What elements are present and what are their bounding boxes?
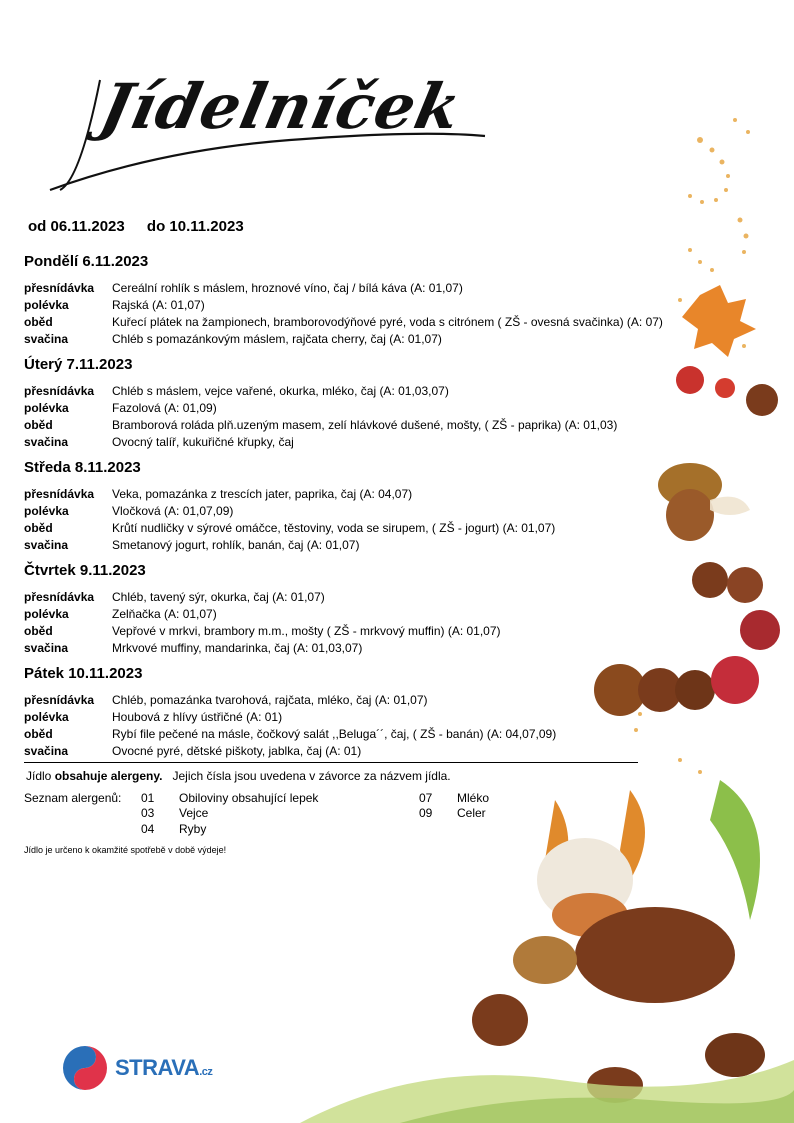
page-title: Jídelníček [94, 70, 468, 143]
meal-text: Houbová z hlívy ústřičné (A: 01) [112, 710, 283, 724]
day-title: Čtvrtek 9.11.2023 [24, 562, 146, 579]
day-title: Pátek 10.11.2023 [24, 665, 143, 682]
allergen-note-suffix: Jejich čísla jsou uvedena v závorce za názvem jídla. [162, 769, 451, 783]
allergen-code: 07 [419, 791, 433, 805]
meal-row [24, 538, 764, 552]
meal-row [24, 744, 764, 758]
allergen-code: 03 [141, 806, 155, 820]
allergen-code: 09 [419, 806, 433, 820]
meal-label: přesnídávka [24, 487, 95, 501]
meal-text: Bramborová roláda plň.uzeným masem, zelí hlávkové dušené, mošty, ( ZŠ - paprika) (A: 01,03) [112, 418, 618, 432]
meal-text: Chléb s pomazánkovým máslem, rajčata cherry, čaj (A: 01,07) [112, 332, 442, 346]
meal-label: oběd [24, 418, 53, 432]
meal-row [24, 315, 764, 329]
meal-text: Rybí file pečené na másle, čočkový salát ,,Beluga´´, čaj, ( ZŠ - banán) (A: 04,07,09) [112, 727, 557, 741]
allergen-note-prefix: Jídlo [26, 769, 55, 783]
meal-label: polévka [24, 504, 69, 518]
strava-logo-icon [60, 1043, 110, 1093]
allergen-item [419, 791, 489, 805]
meal-label: polévka [24, 298, 69, 312]
meal-row [24, 418, 764, 432]
meal-label: svačina [24, 744, 69, 758]
meal-text: Rajská (A: 01,07) [112, 298, 205, 312]
allergen-item [419, 806, 486, 820]
meal-label: oběd [24, 521, 53, 535]
meal-row [24, 641, 764, 655]
date-range [28, 218, 262, 235]
meal-row [24, 435, 764, 449]
logo-name: STRAVA [115, 1055, 200, 1080]
meal-text: Zelňačka (A: 01,07) [112, 607, 217, 621]
meal-label: svačina [24, 641, 69, 655]
meal-row [24, 693, 764, 707]
meal-text: Smetanový jogurt, rohlík, banán, čaj (A: 01,07) [112, 538, 360, 552]
allergen-name: Mléko [457, 791, 490, 805]
meal-label: přesnídávka [24, 281, 95, 295]
meal-text: Veka, pomazánka z trescích jater, paprika, čaj (A: 04,07) [112, 487, 413, 501]
footnote: Jídlo je určeno k okamžité spotřebě v době výdeje! [24, 845, 227, 855]
meal-text: Ovocný talíř, kukuřičné křupky, čaj [112, 435, 294, 449]
meal-label: svačina [24, 332, 69, 346]
meal-text: Chléb, pomazánka tvarohová, rajčata, mléko, čaj (A: 01,07) [112, 693, 428, 707]
meal-label: přesnídávka [24, 590, 95, 604]
meal-text: Chléb, tavený sýr, okurka, čaj (A: 01,07) [112, 590, 325, 604]
divider [24, 762, 638, 763]
meal-row [24, 624, 764, 638]
allergen-note [26, 769, 451, 783]
meal-row [24, 281, 764, 295]
meal-text: Chléb s máslem, vejce vařené, okurka, mléko, čaj (A: 01,03,07) [112, 384, 449, 398]
meal-label: svačina [24, 538, 69, 552]
allergen-item [141, 806, 208, 820]
allergen-name: Celer [457, 806, 486, 820]
day-title: Středa 8.11.2023 [24, 459, 141, 476]
date-to: do 10.11.2023 [146, 218, 244, 235]
meal-label: přesnídávka [24, 693, 95, 707]
meal-row [24, 727, 764, 741]
meal-label: polévka [24, 710, 69, 724]
allergen-note-bold: obsahuje alergeny. [54, 769, 163, 783]
meal-text: Krůtí nudličky v sýrové omáčce, těstoviny, voda se sirupem, ( ZŠ - jogurt) (A: 01,07) [112, 521, 556, 535]
meal-row [24, 504, 764, 518]
meal-text: Kuřecí plátek na žampionech, bramborovodýňové pyré, voda s citrónem ( ZŠ - ovesná svačinka) (A: 07) [112, 315, 663, 329]
day-title: Pondělí 6.11.2023 [24, 253, 149, 270]
meal-text: Ovocné pyré, dětské piškoty, jablka, čaj (A: 01) [112, 744, 362, 758]
meal-row [24, 298, 764, 312]
meal-row [24, 521, 764, 535]
meal-row [24, 710, 764, 724]
meal-text: Vločková (A: 01,07,09) [112, 504, 234, 518]
allergen-item [141, 791, 318, 805]
meal-row [24, 607, 764, 621]
meal-label: oběd [24, 315, 53, 329]
allergen-name: Ryby [179, 822, 207, 836]
meal-row [24, 332, 764, 346]
allergen-name: Vejce [179, 806, 209, 820]
meal-text: Vepřové v mrkvi, brambory m.m., mošty ( ZŠ - mrkvový muffin) (A: 01,07) [112, 624, 501, 638]
meal-text: Fazolová (A: 01,09) [112, 401, 217, 415]
meal-label: polévka [24, 401, 69, 415]
meal-text: Mrkvové muffiny, mandarinka, čaj (A: 01,03,07) [112, 641, 363, 655]
allergen-list-title: Seznam alergenů: [24, 791, 122, 805]
meal-row [24, 487, 764, 501]
meal-text: Cereální rohlík s máslem, hroznové víno, čaj / bílá káva (A: 01,07) [112, 281, 463, 295]
meal-label: přesnídávka [24, 384, 95, 398]
allergen-code: 01 [141, 791, 155, 805]
meal-row [24, 401, 764, 415]
strava-logo [60, 1043, 230, 1093]
meal-label: oběd [24, 727, 53, 741]
allergen-code: 04 [141, 822, 155, 836]
allergen-item [141, 822, 206, 836]
day-title: Úterý 7.11.2023 [24, 356, 133, 373]
title-block [40, 40, 500, 200]
meal-label: svačina [24, 435, 69, 449]
date-from: od 06.11.2023 [28, 218, 125, 235]
meal-label: oběd [24, 624, 53, 638]
strava-logo-text [115, 1055, 212, 1081]
meal-row [24, 590, 764, 604]
allergen-name: Obiloviny obsahující lepek [179, 791, 319, 805]
meal-row [24, 384, 764, 398]
meal-label: polévka [24, 607, 69, 621]
logo-suffix: .cz [199, 1066, 213, 1078]
